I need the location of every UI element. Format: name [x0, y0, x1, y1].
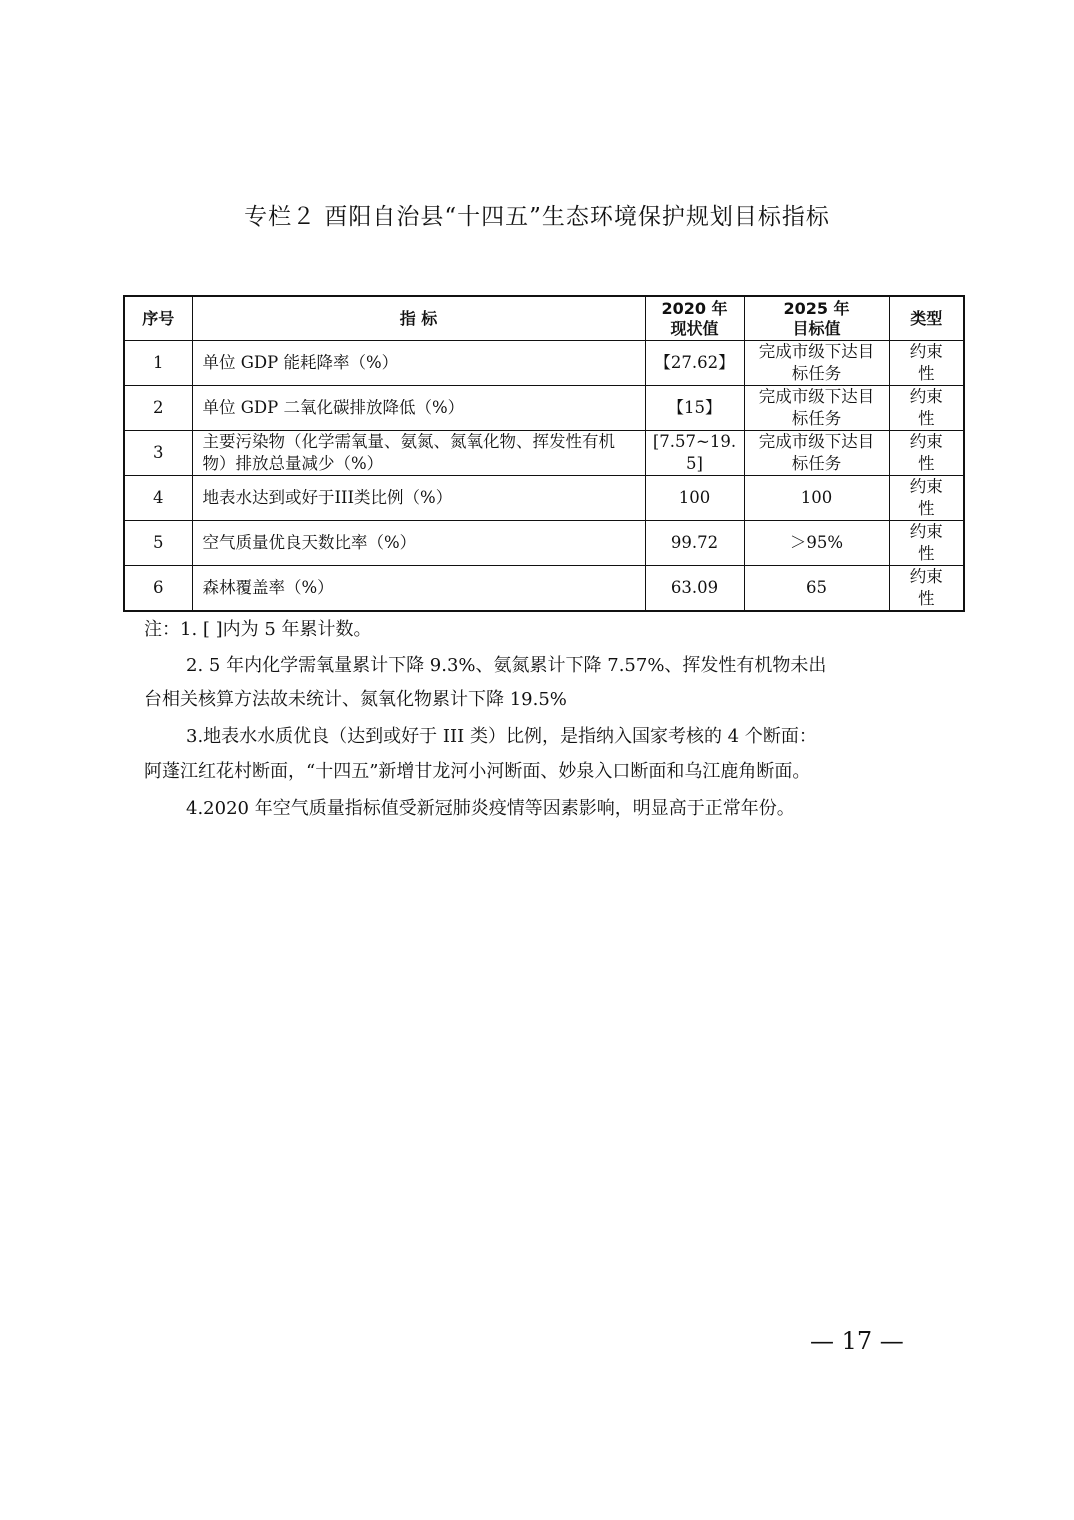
row-seq: 2 — [124, 386, 192, 431]
note-4: 4.2020 年空气质量指标值受新冠肺炎疫情等因素影响，明显高于正常年份。 — [186, 798, 795, 819]
row-indicator: 地表水达到或好于III类比例（%） — [192, 476, 645, 521]
table-row — [124, 386, 964, 431]
header-2025-year: 2025 年 — [783, 298, 850, 318]
table-row — [124, 476, 964, 521]
row-2025-value: 完成市级下达目标任务 — [744, 341, 889, 386]
row-indicator: 单位 GDP 二氧化碳排放降低（%） — [192, 386, 645, 431]
row-2025-value: 65 — [744, 566, 889, 612]
row-type: 约束性 — [889, 476, 964, 521]
note-2-line-1: 2. 5 年内化学需氧量累计下降 9.3%、氨氮累计下降 7.57%、挥发性有机物未出 — [186, 655, 827, 676]
page-title: 专栏２ 酉阳自治县“十四五”生态环境保护规划目标指标 — [244, 204, 830, 230]
row-2025-value: 100 — [744, 476, 889, 521]
row-2020-value: 【15】 — [645, 386, 744, 431]
header-type: 类型 — [889, 296, 964, 341]
row-indicator: 森林覆盖率（%） — [192, 566, 645, 612]
note-2-line-2: 台相关核算方法故未统计、氮氧化物累计下降 19.5% — [144, 689, 567, 710]
note-3-line-2: 阿蓬江红花村断面，“十四五”新增甘龙河小河断面、妙泉入口断面和乌江鹿角断面。 — [144, 761, 811, 782]
row-type: 约束性 — [889, 341, 964, 386]
header-2025-label: 目标值 — [792, 318, 841, 338]
header-2025-value — [744, 296, 889, 341]
header-seq: 序号 — [124, 296, 192, 341]
row-2020-value: 【27.62】 — [645, 341, 744, 386]
header-2020-value — [645, 296, 744, 341]
header-2020-label: 现状值 — [670, 318, 719, 338]
row-2025-value: 完成市级下达目标任务 — [744, 386, 889, 431]
row-2025-value: ＞95% — [744, 521, 889, 566]
header-indicator: 指 标 — [192, 296, 645, 341]
row-type: 约束性 — [889, 431, 964, 476]
table-header-row — [124, 296, 964, 341]
row-seq: 3 — [124, 431, 192, 476]
row-2020-value: [7.57~19.5] — [645, 431, 744, 476]
note-3-line-1: 3.地表水水质优良（达到或好于 III 类）比例，是指纳入国家考核的 4 个断面： — [186, 726, 817, 747]
row-seq: 5 — [124, 521, 192, 566]
row-indicator: 主要污染物（化学需氧量、氨氮、氮氧化物、挥发性有机物）排放总量减少（%） — [192, 431, 645, 476]
row-indicator: 单位 GDP 能耗降率（%） — [192, 341, 645, 386]
row-seq: 4 — [124, 476, 192, 521]
table-row — [124, 431, 964, 476]
indicator-table — [123, 295, 965, 612]
page-number: — 17 — — [810, 1327, 904, 1355]
table-row — [124, 566, 964, 612]
header-2020-year: 2020 年 — [661, 298, 728, 318]
row-2025-value: 完成市级下达目标任务 — [744, 431, 889, 476]
table-row — [124, 521, 964, 566]
row-2020-value: 63.09 — [645, 566, 744, 612]
row-2020-value: 100 — [645, 476, 744, 521]
note-1: 注：1. [ ]内为 5 年累计数。 — [144, 619, 372, 640]
table-row — [124, 341, 964, 386]
row-type: 约束性 — [889, 566, 964, 612]
row-seq: 1 — [124, 341, 192, 386]
row-indicator: 空气质量优良天数比率（%） — [192, 521, 645, 566]
row-2020-value: 99.72 — [645, 521, 744, 566]
row-type: 约束性 — [889, 521, 964, 566]
row-type: 约束性 — [889, 386, 964, 431]
row-seq: 6 — [124, 566, 192, 612]
